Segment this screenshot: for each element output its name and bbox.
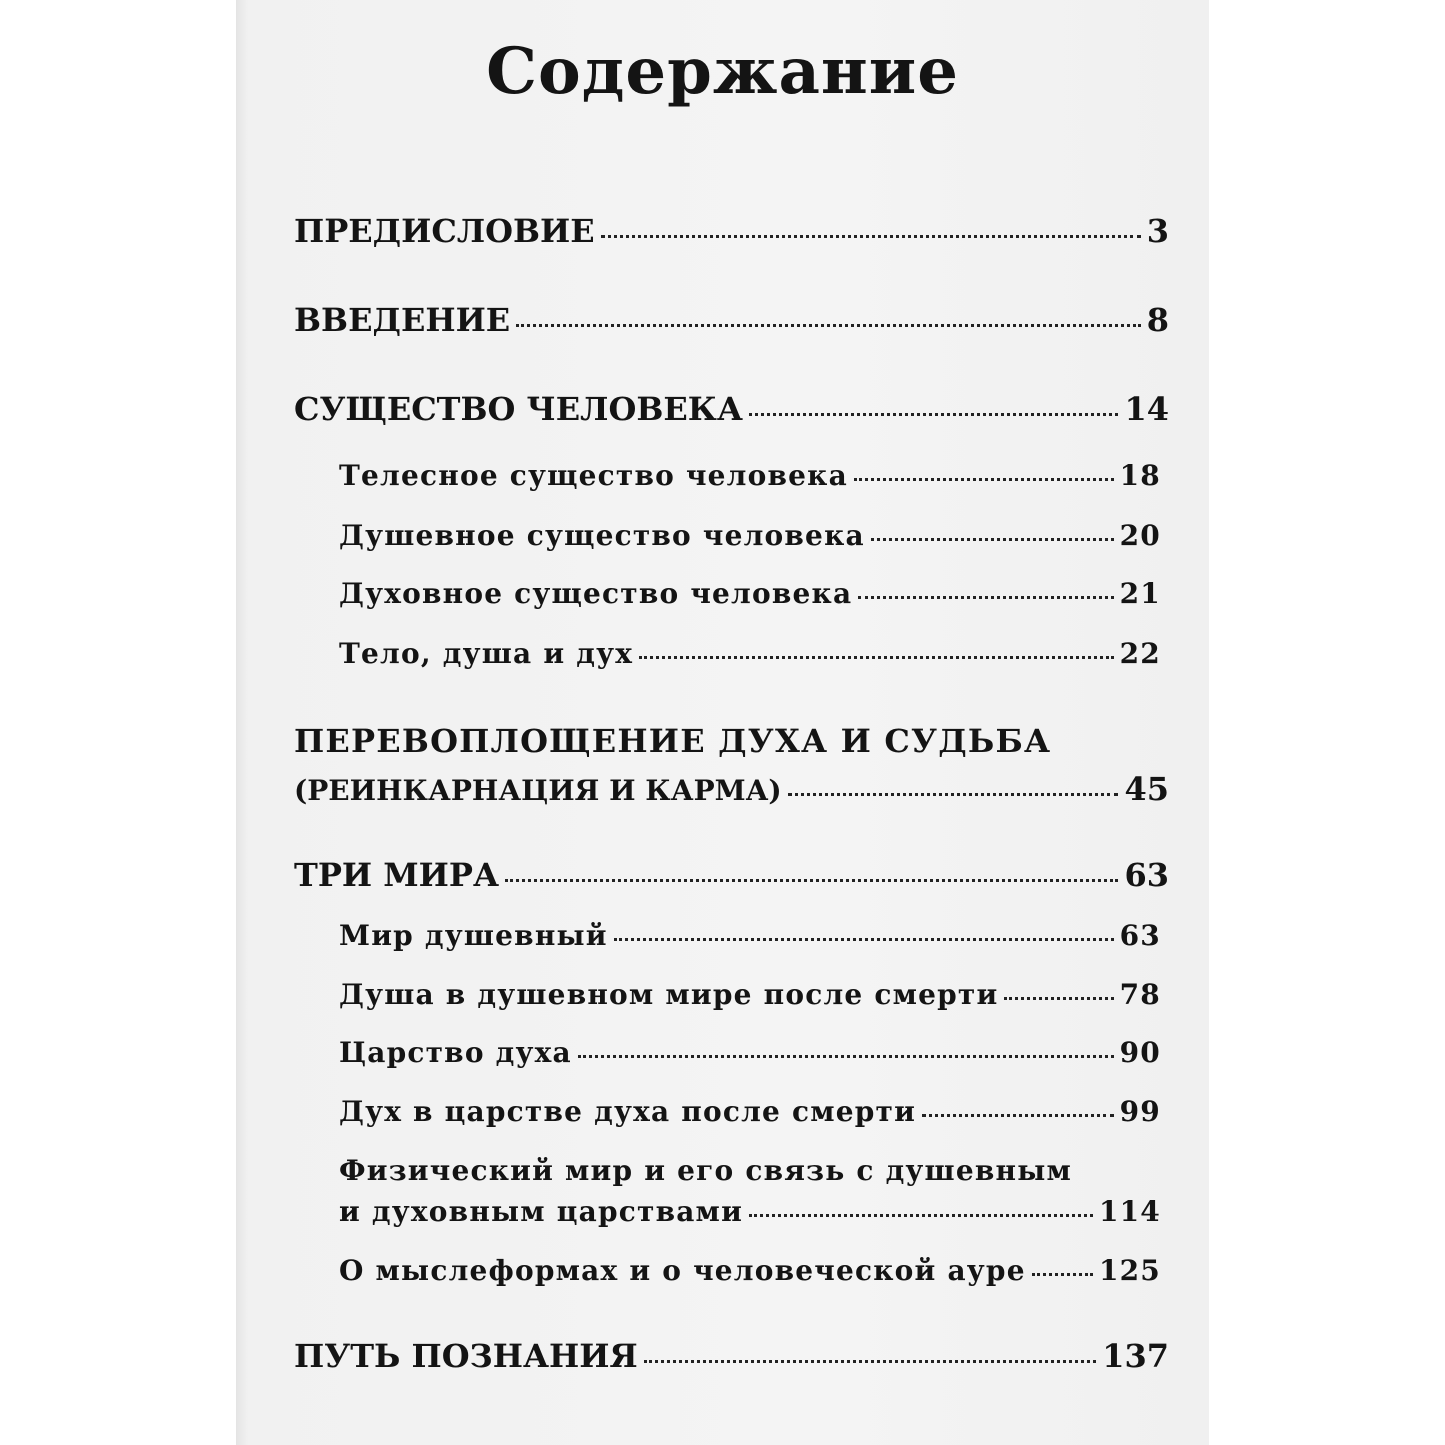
toc-label: О мыслеформах и о человеческой ауре <box>339 1254 1026 1287</box>
toc-label: ВВЕДЕНИЕ <box>294 301 511 339</box>
dot-leader <box>516 324 1141 327</box>
dot-leader <box>644 1360 1097 1363</box>
dot-leader <box>1032 1273 1093 1276</box>
dot-leader <box>749 413 1119 416</box>
toc-entry <box>339 919 1161 952</box>
dot-leader <box>749 1214 1093 1217</box>
toc-label: ПУТЬ ПОЗНАНИЯ <box>294 1337 638 1375</box>
toc-page: 14 <box>1124 390 1169 428</box>
toc-label: ПРЕДИСЛОВИЕ <box>294 212 595 250</box>
dot-leader <box>601 235 1141 238</box>
toc-entry <box>294 301 1169 339</box>
toc-entry <box>294 1337 1169 1375</box>
toc-page: 45 <box>1124 770 1169 808</box>
toc-entry <box>339 1195 1161 1228</box>
toc-page: 22 <box>1119 637 1161 670</box>
toc-page: 90 <box>1119 1036 1161 1069</box>
dot-leader <box>639 656 1113 659</box>
toc-entry <box>339 637 1161 670</box>
dot-leader <box>788 793 1119 796</box>
toc-page: 8 <box>1146 301 1169 339</box>
toc-page: 137 <box>1102 1337 1169 1375</box>
toc-label: Царство духа <box>339 1036 572 1069</box>
toc-entry <box>339 459 1161 492</box>
dot-leader <box>858 596 1113 599</box>
toc-entry <box>294 390 1169 428</box>
toc-label: СУЩЕСТВО ЧЕЛОВЕКА <box>294 390 743 428</box>
toc-entry <box>339 519 1161 552</box>
toc-label: Мир душевный <box>339 919 608 952</box>
toc-entry <box>339 978 1161 1011</box>
toc-page: 78 <box>1119 978 1161 1011</box>
toc-label-line1: ПЕРЕВОПЛОЩЕНИЕ ДУХА И СУДЬБА <box>294 722 1052 760</box>
page-title: Содержание <box>486 34 959 109</box>
toc-page: 63 <box>1119 919 1161 952</box>
toc-page: 63 <box>1124 856 1169 894</box>
toc-entry <box>294 770 1169 808</box>
toc-label: (РЕИНКАРНАЦИЯ И КАРМА) <box>294 774 782 807</box>
dot-leader <box>854 478 1114 481</box>
toc-entry <box>339 1036 1161 1069</box>
dot-leader <box>922 1114 1114 1117</box>
toc-entry <box>339 577 1161 610</box>
toc-page: 18 <box>1119 459 1161 492</box>
toc-label: Душа в душевном мире после смерти <box>339 978 999 1011</box>
toc-label: Тело, душа и дух <box>339 637 634 670</box>
toc-label: ТРИ МИРА <box>294 856 500 894</box>
toc-entry <box>294 212 1169 250</box>
toc-page: 114 <box>1098 1195 1161 1228</box>
dot-leader <box>614 938 1114 941</box>
toc-page: 3 <box>1146 212 1169 250</box>
toc-label: Духовное существо человека <box>339 577 853 610</box>
toc-label: Дух в царстве духа после смерти <box>339 1095 917 1128</box>
dot-leader <box>1004 997 1113 1000</box>
dot-leader <box>505 879 1118 882</box>
toc-label: Телесное существо человека <box>339 459 848 492</box>
dot-leader <box>578 1055 1114 1058</box>
toc-page: 125 <box>1098 1254 1161 1287</box>
toc-entry <box>294 856 1169 894</box>
toc-label-line1: Физический мир и его связь с душевным <box>339 1154 1072 1187</box>
toc-entry <box>339 1095 1161 1128</box>
book-page <box>236 0 1209 1445</box>
dot-leader <box>871 538 1114 541</box>
toc-entry <box>339 1254 1161 1287</box>
toc-page: 20 <box>1119 519 1161 552</box>
toc-label: Душевное существо человека <box>339 519 865 552</box>
toc-page: 21 <box>1119 577 1161 610</box>
toc-label: и духовным царствами <box>339 1195 744 1228</box>
toc-page: 99 <box>1119 1095 1161 1128</box>
